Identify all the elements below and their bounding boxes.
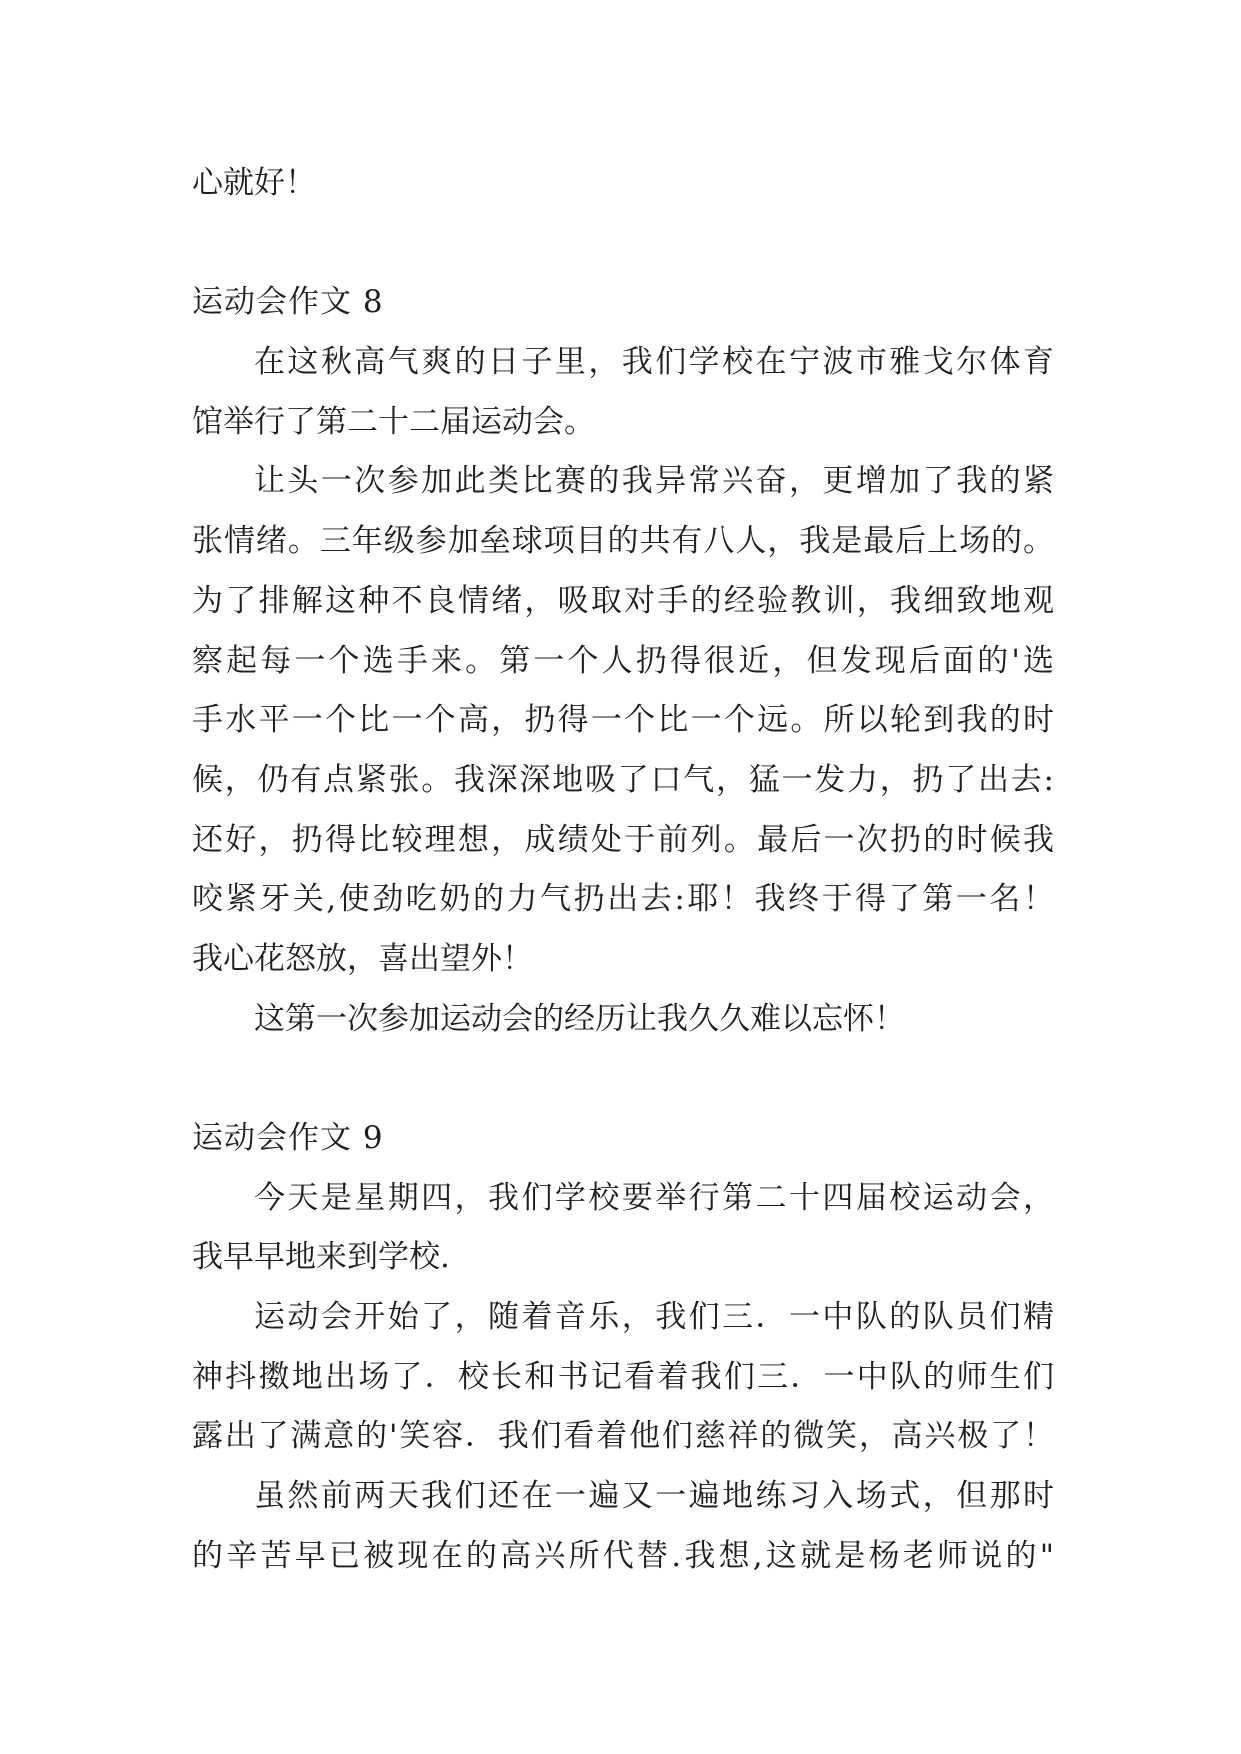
essay-title: 运动会作文 9: [192, 1120, 384, 1156]
text-line: 还好，扔得比较理想，成绩处于前列。最后一次扔的时候我: [192, 821, 1054, 858]
text-line: 在这秋高气爽的日子里，我们学校在宁波市雅戈尔体育: [254, 344, 1054, 381]
text-line: 今天是星期四，我们学校要举行第二十四届校运动会，: [254, 1179, 1054, 1216]
text-line: 手水平一个比一个高，扔得一个比一个远。所以轮到我的时: [192, 702, 1054, 739]
text-line: 让头一次参加此类比赛的我异常兴奋，更增加了我的紧: [254, 463, 1054, 500]
paragraph-gap: [192, 214, 1054, 274]
essay-title: 运动会作文 8: [192, 284, 384, 321]
text-line: 馆举行了第二十二届运动会。: [192, 403, 595, 440]
text-line: 张情绪。三年级参加垒球项目的共有八人，我是最后上场的。: [192, 523, 1054, 560]
text-line: 为了排解这种不良情绪，吸取对手的经验教训，我细致地观: [192, 582, 1054, 619]
page-body: [192, 154, 1054, 1587]
text-line: 察起每一个选手来。第一个人扔得很近，但发现后面的'选: [192, 642, 1054, 679]
text-line: 运动会开始了，随着音乐，我们三．一中队的队员们精: [254, 1299, 1054, 1336]
text-line: 神抖擞地出场了．校长和书记看着我们三．一中队的师生们: [192, 1358, 1054, 1395]
text-line: 露出了满意的'笑容．我们看着他们慈祥的微笑，高兴极了！: [192, 1418, 1054, 1455]
text-line: 候，仍有点紧张。我深深地吸了口气，猛一发力，扔了出去:: [192, 761, 1054, 798]
text-line: 的辛苦早已被现在的高兴所代替.我想,这就是杨老师说的": [192, 1537, 1054, 1574]
text-line: 我心花怒放，喜出望外！: [192, 940, 533, 977]
paragraph-gap: [192, 1049, 1054, 1109]
text-line: 这第一次参加运动会的经历让我久久难以忘怀！: [254, 1000, 905, 1037]
text-line: 我早早地来到学校.: [192, 1239, 450, 1276]
text-line: 虽然前两天我们还在一遍又一遍地练习入场式，但那时: [254, 1478, 1054, 1515]
essay-9: [192, 1109, 1054, 1587]
fragment-line: 心就好！: [192, 165, 316, 201]
text-line: 咬紧牙关,使劲吃奶的力气扔出去:耶！我终于得了第一名！: [192, 881, 1054, 918]
essay-8: [192, 273, 1054, 1049]
